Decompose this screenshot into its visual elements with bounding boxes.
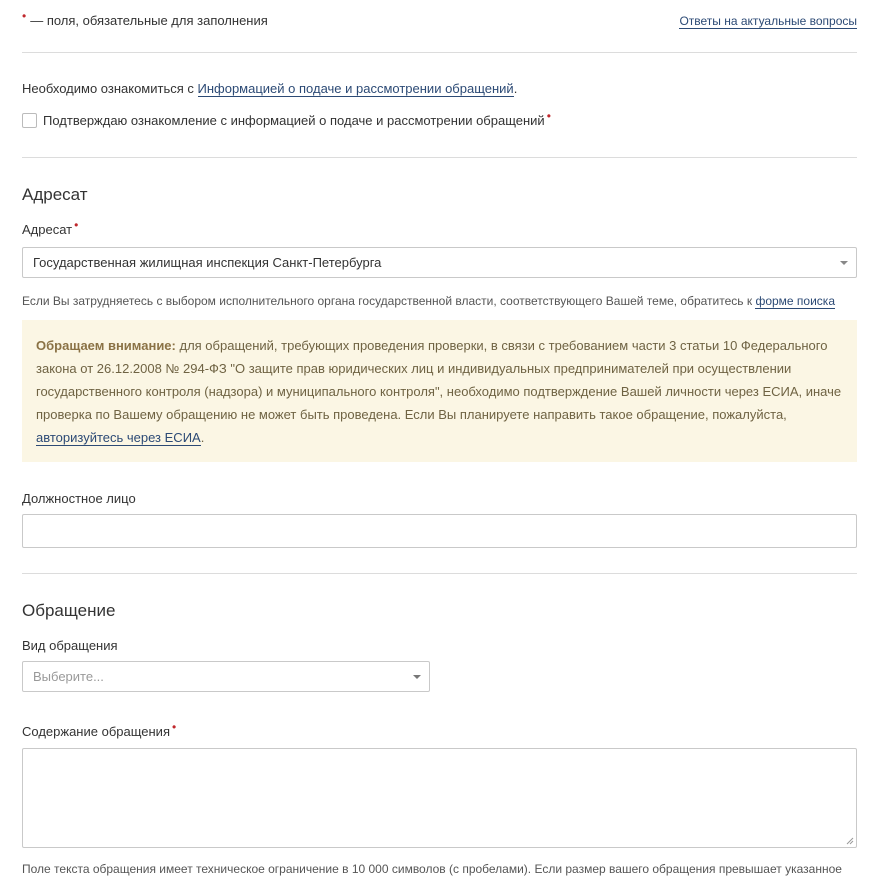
intro-text-before: Необходимо ознакомиться с bbox=[22, 81, 198, 96]
appeal-type-label: Вид обращения bbox=[22, 638, 118, 653]
content-textarea[interactable] bbox=[22, 748, 857, 848]
required-asterisk-icon: • bbox=[74, 218, 79, 232]
notice-bold: Обращаем внимание: bbox=[36, 338, 176, 353]
required-legend-text: — поля, обязательные для заполнения bbox=[30, 13, 268, 28]
content-label-text: Содержание обращения bbox=[22, 724, 170, 739]
intro-text-after: . bbox=[513, 81, 518, 96]
resize-grip-icon[interactable] bbox=[846, 837, 854, 845]
chevron-down-icon bbox=[840, 261, 848, 265]
addressee-selected-value: Государственная жилищная инспекция Санкт-Петербурга bbox=[33, 255, 382, 270]
faq-link[interactable]: Ответы на актуальные вопросы bbox=[679, 14, 857, 28]
divider bbox=[22, 573, 857, 574]
appeal-heading: Обращение bbox=[22, 601, 116, 620]
official-input[interactable] bbox=[22, 514, 857, 548]
notice-text: для обращений, требующих проведения проверки, в связи с требованием части 3 статьи 10 Федерального закона от 26.12.2008 № 294-ФЗ "О защите прав юридических лиц и индивидуальных предпринимателей при осуществлении государственного контроля (надзора) и муниципального контроля", необходимо подтверждение Вашей личности через ЕСИА, иначе проверка по Вашему обращению не может быть проведена. Если Вы планируете направить такое обращение, пожалуйста, bbox=[36, 338, 842, 422]
addressee-label bbox=[22, 218, 79, 237]
required-asterisk-icon: • bbox=[546, 109, 551, 123]
addressee-select[interactable] bbox=[22, 247, 857, 278]
addressee-hint bbox=[22, 294, 835, 308]
required-legend bbox=[22, 9, 268, 28]
addressee-label-text: Адресат bbox=[22, 222, 73, 237]
esia-notice bbox=[22, 320, 857, 462]
intro-text bbox=[22, 81, 517, 96]
chevron-down-icon bbox=[413, 675, 421, 679]
official-label: Должностное лицо bbox=[22, 491, 136, 506]
addressee-hint-text: Если Вы затрудняетесь с выбором исполнительного органа государственной власти, соответствующего Вашей теме, обратитесь к bbox=[22, 294, 756, 308]
esia-auth-link[interactable]: авторизуйтесь через ЕСИА bbox=[36, 430, 201, 445]
required-asterisk-icon: • bbox=[22, 9, 27, 23]
addressee-heading: Адресат bbox=[22, 185, 88, 204]
appeal-type-select[interactable] bbox=[22, 661, 430, 692]
notice-end: . bbox=[200, 430, 205, 445]
confirm-label-text: Подтверждаю ознакомление с информацией о подаче и рассмотрении обращений bbox=[43, 113, 545, 128]
required-asterisk-icon: • bbox=[171, 720, 177, 734]
confirm-label[interactable] bbox=[43, 109, 551, 128]
info-link[interactable]: Информацией о подаче и рассмотрении обращений bbox=[197, 81, 514, 96]
search-form-link[interactable]: форме поиска bbox=[755, 294, 835, 308]
content-label bbox=[22, 720, 177, 739]
appeal-type-placeholder: Выберите... bbox=[33, 669, 104, 684]
confirm-checkbox[interactable] bbox=[22, 113, 37, 128]
divider bbox=[22, 52, 857, 53]
divider bbox=[22, 157, 857, 158]
content-limit-note: Поле текста обращения имеет техническое ограничение в 10 000 символов (с пробелами). Если размер вашего обращения превышает указанное bbox=[22, 862, 842, 876]
